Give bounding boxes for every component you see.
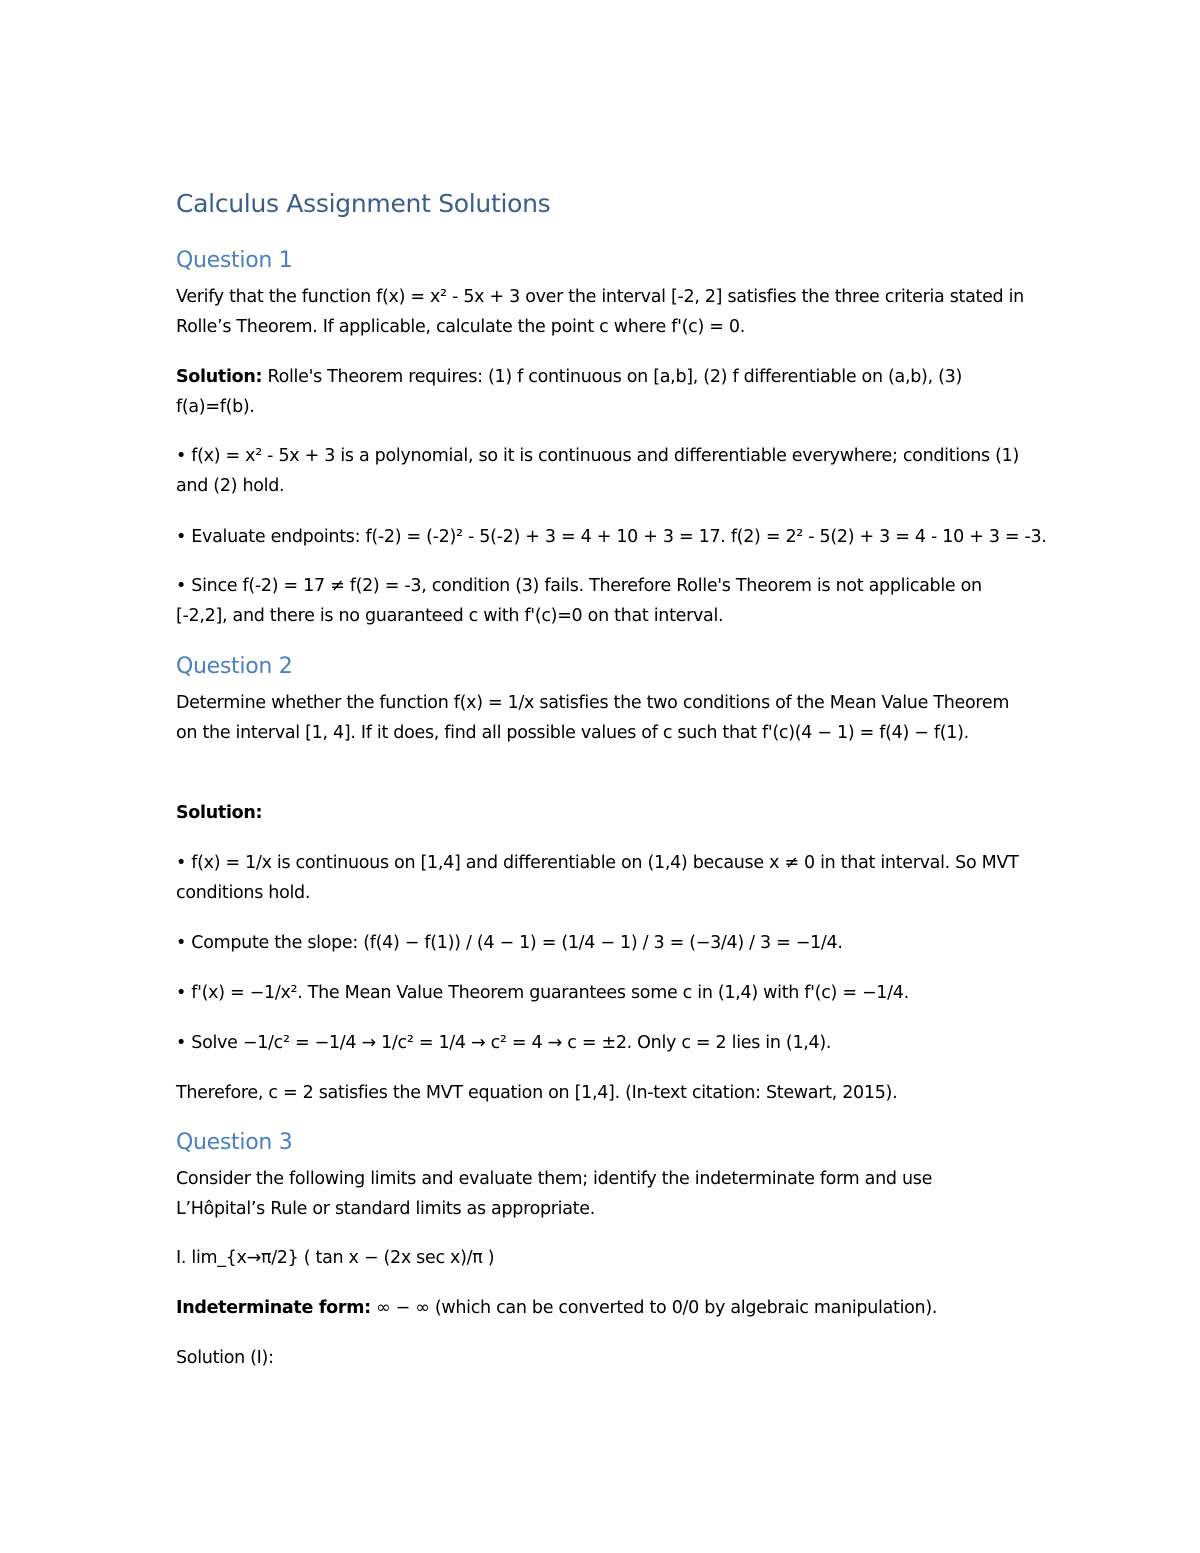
document-title: Calculus Assignment Solutions (176, 189, 551, 218)
indeterminate-form-label: Indeterminate form: (176, 1298, 371, 1318)
question-2-bullet-1: • f(x) = 1/x is continuous on [1,4] and differentiable on (1,4) because x ≠ 0 in that interval. So MVT conditions hold. (176, 853, 1019, 903)
question-1-heading: Question 1 (176, 248, 293, 273)
solution-label: Solution: (176, 367, 263, 387)
question-3-solution-label: Solution (I): (176, 1348, 274, 1368)
question-2-bullet-3: • f'(x) = −1/x². The Mean Value Theorem guarantees some c in (1,4) with f'(c) = −1/4. (176, 983, 909, 1003)
question-1-bullet-3: • Since f(-2) = 17 ≠ f(2) = -3, condition (3) fails. Therefore Rolle's Theorem is not applicable on [-2,2], and there is no guaranteed c with f'(c)=0 on that interval. (176, 576, 982, 626)
question-1-prompt: Verify that the function f(x) = x² - 5x + 3 over the interval [-2, 2] satisfies the three criteria stated in Rolle’s Theorem. If applicable, calculate the point c where f'(c) = 0. (176, 287, 1024, 337)
question-3-indeterminate-form (176, 1293, 1026, 1323)
question-1-bullet-2: • Evaluate endpoints: f(-2) = (-2)² - 5(-2) + 3 = 4 + 10 + 3 = 17. f(2) = 2² - 5(2) + 3 = 4 - 10 + 3 = -3. (176, 527, 1047, 547)
question-1-bullet-1: • f(x) = x² - 5x + 3 is a polynomial, so it is continuous and differentiable everywhere; conditions (1) and (2) hold. (176, 446, 1020, 496)
question-2-solution-label: Solution: (176, 803, 263, 823)
question-2-prompt: Determine whether the function f(x) = 1/x satisfies the two conditions of the Mean Value Theorem on the interval [1, 4]. If it does, find all possible values of c such that f'(c)(4 − 1) = f(4) − f(1). (176, 693, 1010, 743)
question-3-prompt: Consider the following limits and evaluate them; identify the indeterminate form and use L’Hôpital’s Rule or standard limits as appropriate. (176, 1169, 933, 1219)
question-2-bullet-2: • Compute the slope: (f(4) − f(1)) / (4 − 1) = (1/4 − 1) / 3 = (−3/4) / 3 = −1/4. (176, 933, 843, 953)
question-3-item-1: I. lim_{x→π/2} ( tan x − (2x sec x)/π ) (176, 1248, 495, 1268)
question-2-conclusion: Therefore, c = 2 satisfies the MVT equation on [1,4]. (In-text citation: Stewart, 2015). (176, 1083, 898, 1103)
indeterminate-form-text: ∞ − ∞ (which can be converted to 0/0 by algebraic manipulation). (370, 1298, 938, 1318)
question-1-solution (176, 362, 1026, 422)
question-3-heading: Question 3 (176, 1130, 293, 1155)
solution-text: Rolle's Theorem requires: (1) f continuous on [a,b], (2) f differentiable on (a,b), (3) f(a)=f(b). (176, 367, 962, 417)
question-2-heading: Question 2 (176, 654, 293, 679)
question-2-bullet-4: • Solve −1/c² = −1/4 → 1/c² = 1/4 → c² = 4 → c = ±2. Only c = 2 lies in (1,4). (176, 1033, 832, 1053)
